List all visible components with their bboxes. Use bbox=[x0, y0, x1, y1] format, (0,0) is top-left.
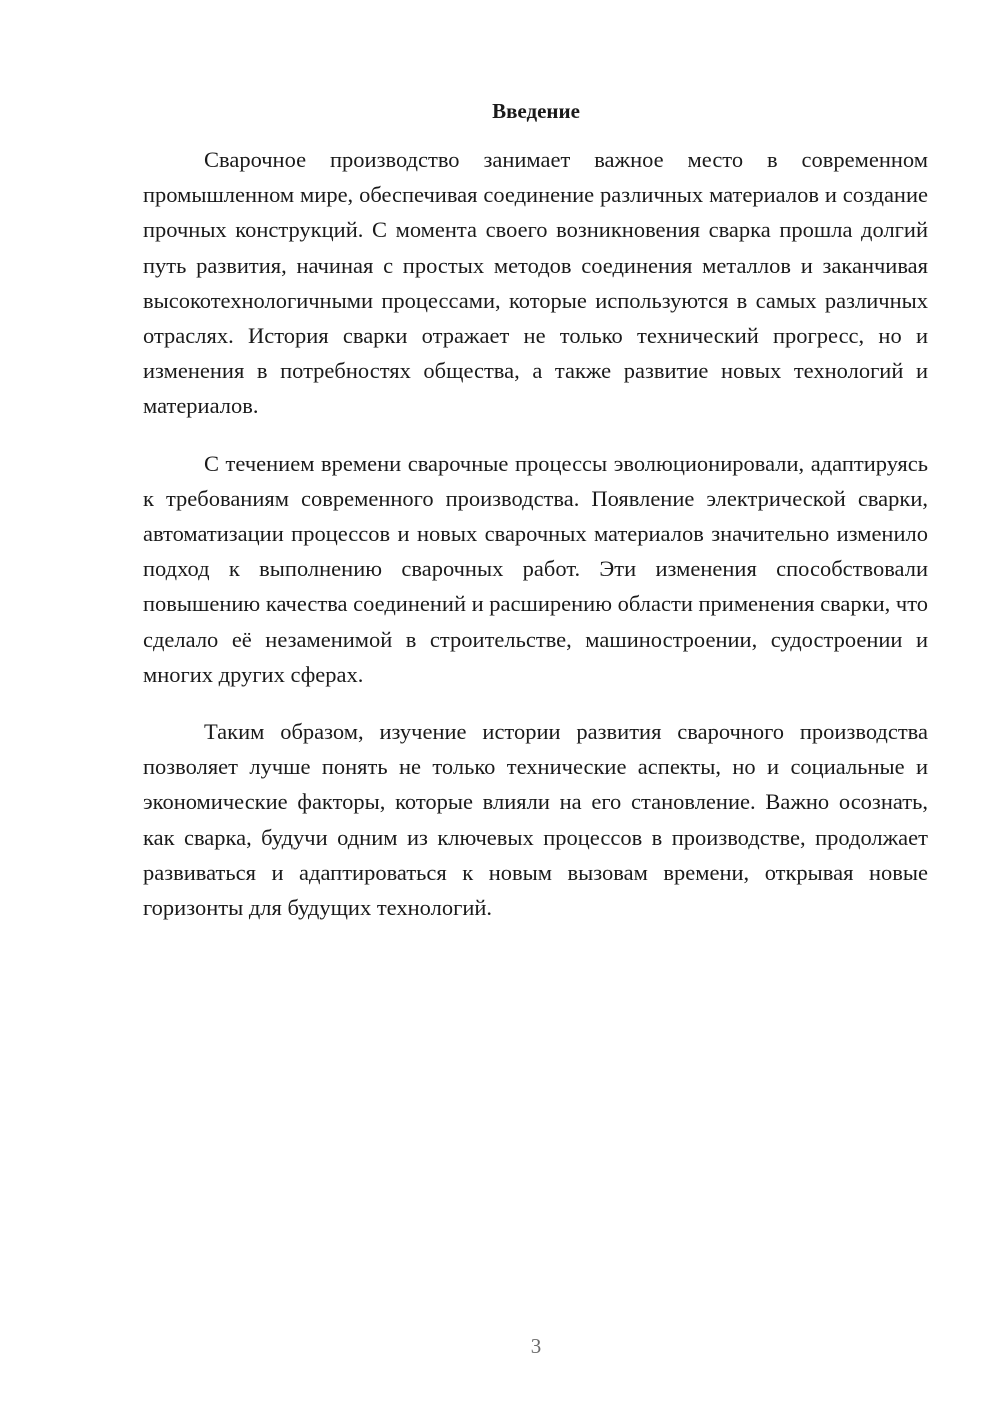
body-text bbox=[143, 142, 928, 925]
page-number: 3 bbox=[530, 1334, 542, 1358]
paragraph-3: Таким образом, изучение истории развития сварочного производства позволяет лучше понять не только технические аспекты, но и социальные и экономические факторы, которые влияли на его становление. Важно осознать, как сварка, будучи одним из ключевых процессов в производстве, продолжает развиваться и адаптироваться к новым вызовам времени, открывая новые горизонты для будущих технологий. bbox=[143, 719, 928, 921]
section-heading: Введение bbox=[492, 99, 580, 123]
paragraph-1: Сварочное производство занимает важное место в современном промышленном мире, обеспечивая соединение различных материалов и создание прочных конструкций. С момента своего возникновения сварка прошла долгий путь развития, начиная с простых методов соединения металлов и заканчивая высокотехнологичными процессами, которые используются в самых различных отраслях. История сварки отражает не только технический прогресс, но и изменения в потребностях общества, а также развитие новых технологий и материалов. bbox=[143, 147, 928, 419]
paragraph-2: С течением времени сварочные процессы эволюционировали, адаптируясь к требованиям современного производства. Появление электрической сварки, автоматизации процессов и новых сварочных материалов значительно изменило подход к выполнению сварочных работ. Эти изменения способствовали повышению качества соединений и расширению области применения сварки, что сделало её незаменимой в строительстве, машиностроении, судостроении и многих других сферах. bbox=[143, 450, 928, 687]
